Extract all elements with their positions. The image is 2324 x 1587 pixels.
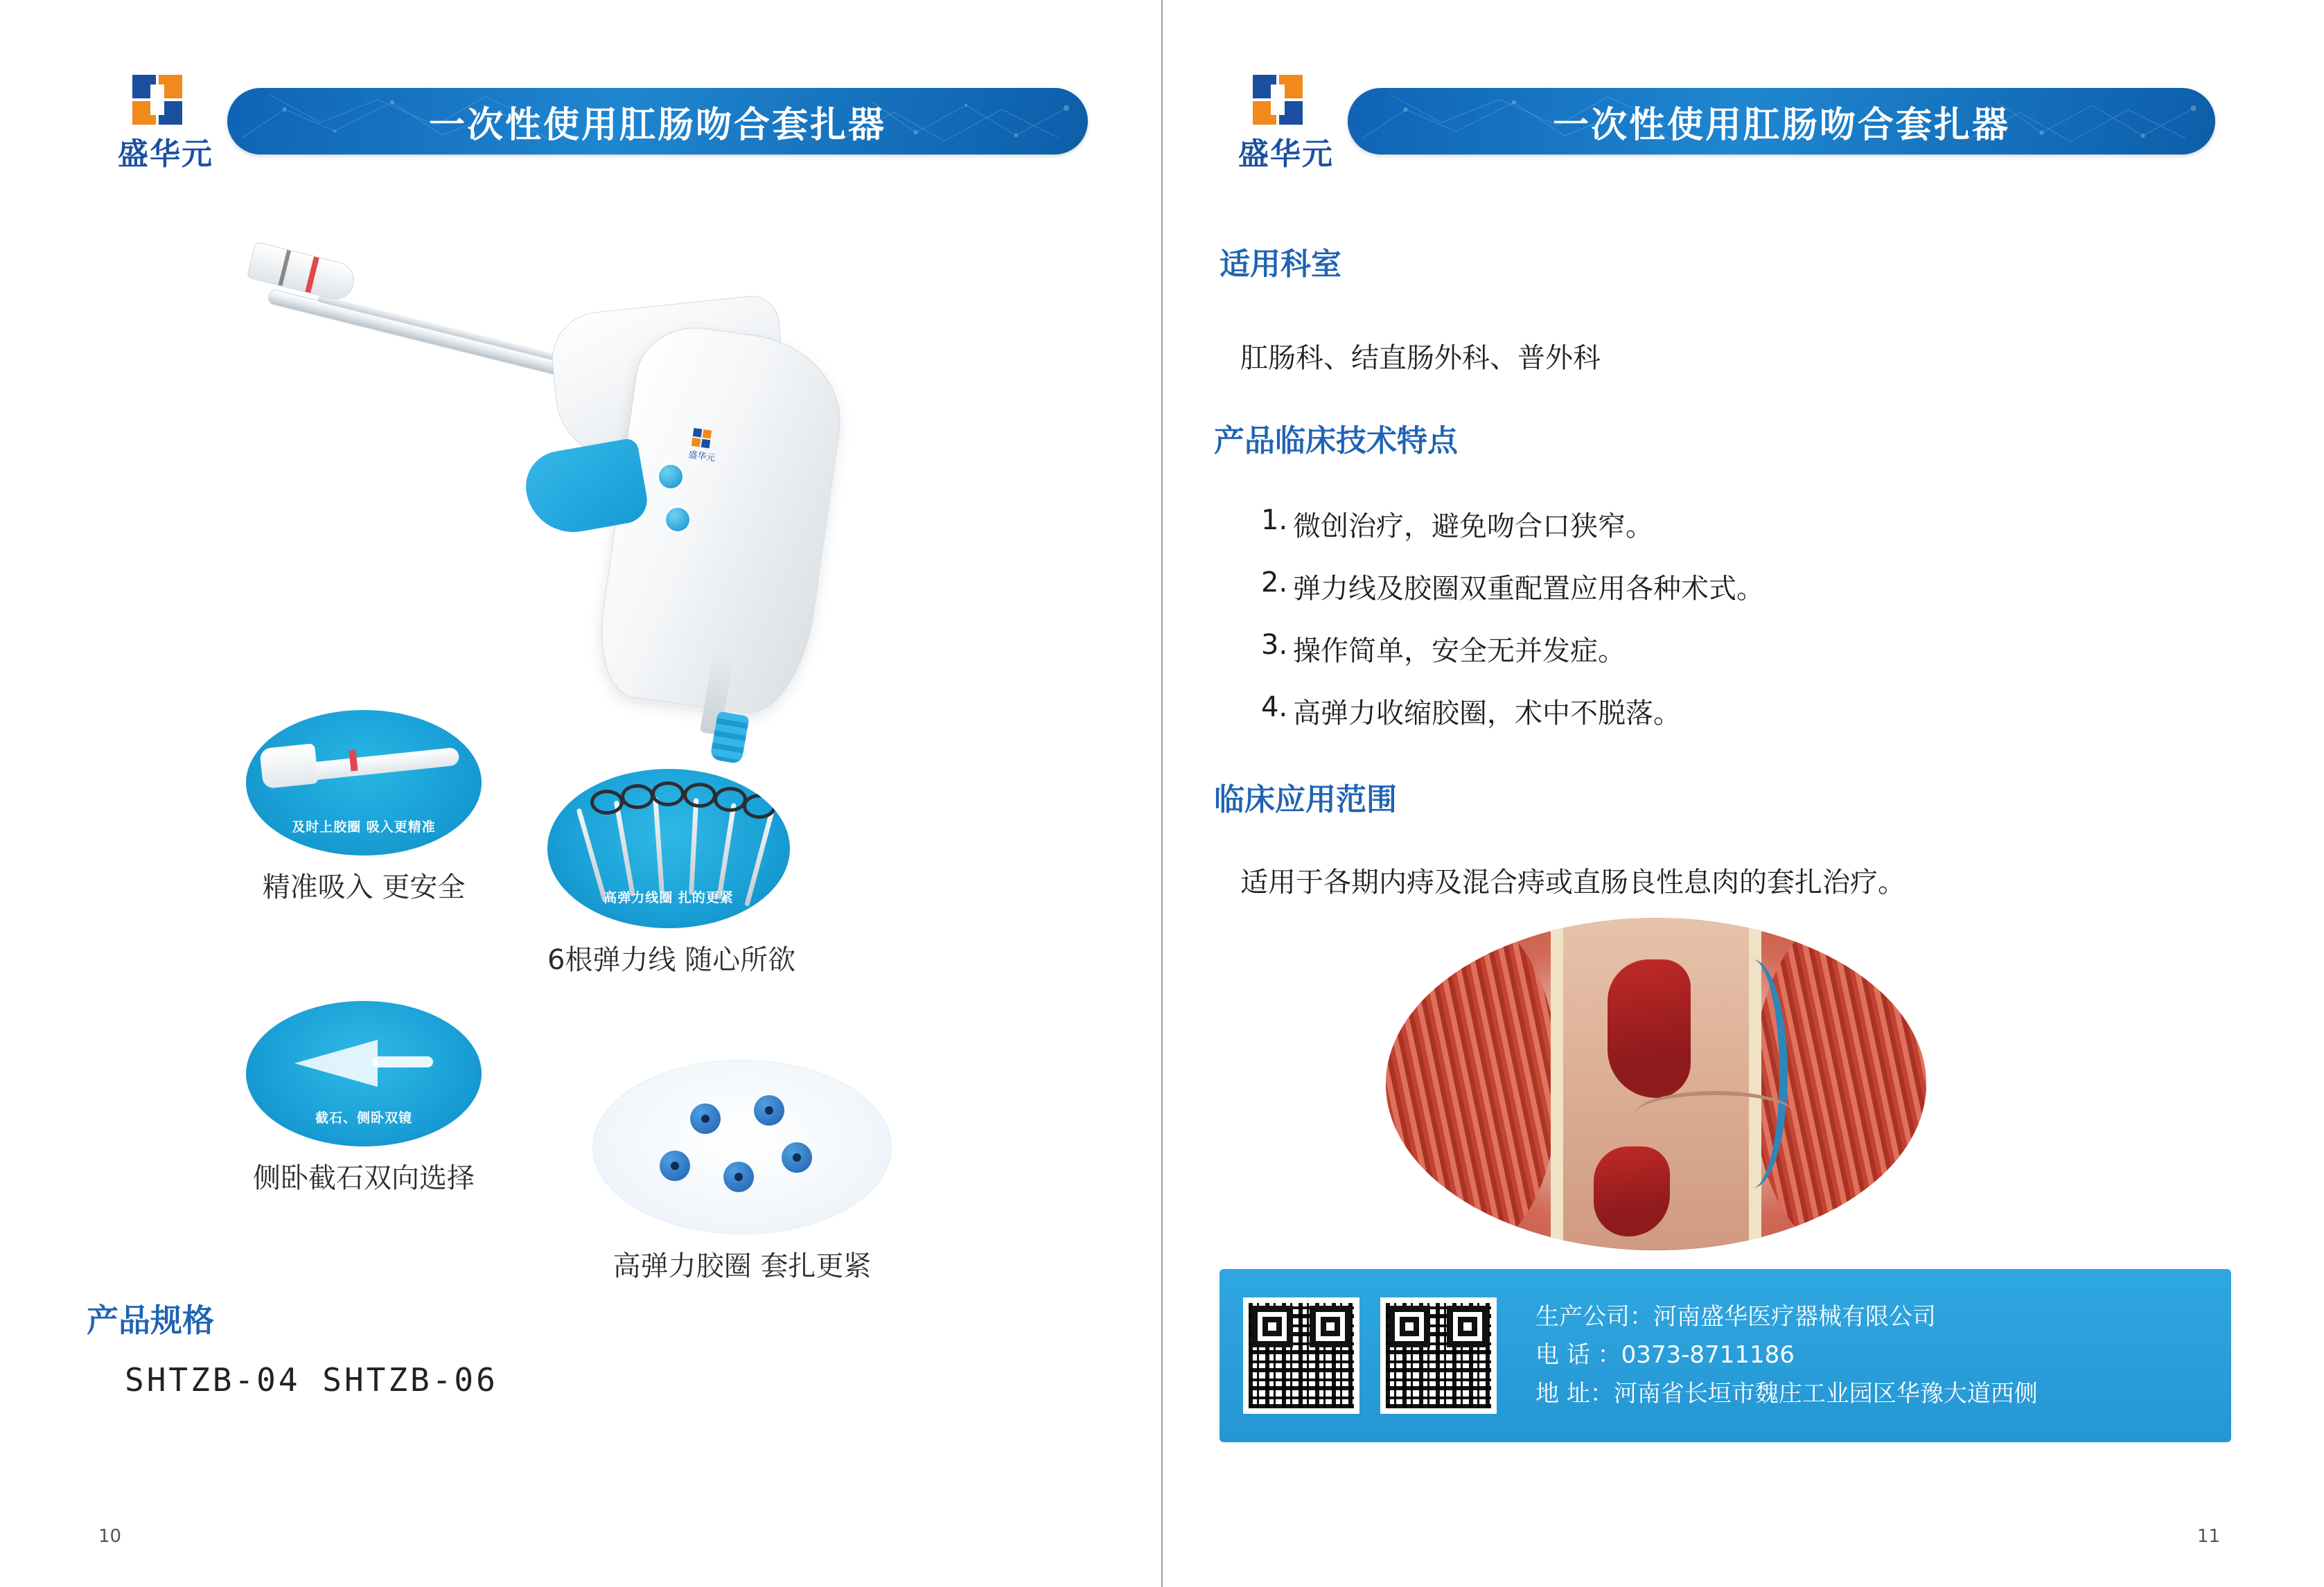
contact-phone-label: 电 话 ： — [1535, 1341, 1621, 1369]
device-button-lower-icon — [664, 506, 692, 533]
list-item — [1261, 691, 2266, 731]
list-item-text: 高弹力收缩胶圈，术中不脱落。 — [1293, 698, 1681, 729]
brand-logo — [104, 69, 227, 173]
list-item — [1261, 567, 2266, 606]
list-item-number: 1. — [1261, 504, 1288, 536]
feature-image-elastic-wires — [547, 769, 790, 928]
list-item — [1261, 504, 2266, 544]
list-item-number: 3. — [1261, 629, 1288, 661]
qr-code-left[interactable] — [1243, 1297, 1359, 1414]
feature-label: 精准吸入 更安全 — [262, 871, 466, 903]
feature-badge: 及时上胶圈 吸入更精准 — [292, 819, 436, 835]
device-button-upper-icon — [657, 463, 685, 490]
contact-address-value: 河南省长垣市魏庄工业园区华豫大道西侧 — [1613, 1379, 2038, 1408]
right-page-title: 一次性使用肛肠吻合套扎器 — [1552, 104, 2010, 146]
page-number-left: 10 — [98, 1526, 122, 1547]
brand-name: 盛华元 — [118, 136, 213, 172]
left-title-banner — [227, 88, 1088, 154]
contact-panel — [1220, 1269, 2231, 1442]
product-image — [229, 229, 963, 748]
scope-text: 适用于各期内痔及混合痔或直肠良性息肉的套扎治疗。 — [1240, 867, 1905, 898]
spec-heading: 产品规格 — [87, 1302, 214, 1339]
right-page-header — [1224, 66, 2215, 177]
feature-item — [246, 710, 482, 905]
left-page-header — [104, 66, 1088, 177]
section-heading-features: 产品临床技术特点 — [1214, 423, 1458, 459]
feature-label: 侧卧截石双向选择 — [253, 1162, 475, 1194]
contact-company-label: 生产公司： — [1535, 1303, 1653, 1331]
contact-address-label: 地 址： — [1535, 1379, 1614, 1408]
list-item — [1261, 629, 2266, 668]
list-item-number: 4. — [1261, 691, 1288, 723]
left-page-title: 一次性使用肛肠吻合套扎器 — [428, 104, 886, 146]
contact-company-value: 河南盛华医疗器械有限公司 — [1653, 1303, 1936, 1331]
clinical-features-list — [1233, 504, 2266, 754]
feature-label: 6根弹力线 随心所欲 — [547, 944, 796, 976]
feature-item — [547, 769, 795, 977]
departments-text: 肛肠科、结直肠外科、普外科 — [1240, 342, 1601, 374]
contact-phone-value: 0373-8711186 — [1621, 1341, 1795, 1369]
feature-item — [246, 1001, 482, 1196]
list-item-number: 2. — [1261, 567, 1288, 599]
feature-item — [592, 1060, 892, 1284]
device-brand-name: 盛华元 — [687, 450, 716, 464]
feature-image-elastic-rings — [592, 1060, 892, 1234]
feature-label: 高弹力胶圈 套扎更紧 — [613, 1250, 872, 1282]
contact-company — [1535, 1298, 2038, 1336]
qr-code-right[interactable] — [1380, 1297, 1497, 1414]
brand-name: 盛华元 — [1238, 136, 1334, 172]
list-item-text: 操作简单，安全无并发症。 — [1293, 635, 1626, 667]
feature-badge: 截石、侧卧双镜 — [315, 1110, 412, 1126]
feature-image-precise-suction — [246, 710, 482, 855]
contact-address — [1535, 1375, 2038, 1413]
section-heading-scope: 临床应用范围 — [1214, 782, 1397, 817]
right-title-banner — [1348, 88, 2215, 154]
page-number-right: 11 — [2197, 1526, 2220, 1547]
brand-logo — [1224, 69, 1348, 173]
list-item-text: 弹力线及胶圈双重配置应用各种术式。 — [1293, 573, 1764, 605]
four-square-logo-icon — [1253, 75, 1319, 125]
feature-image-dual-position — [246, 1001, 482, 1146]
section-heading-departments: 适用科室 — [1220, 247, 1341, 282]
list-item-text: 微创治疗，避免吻合口狭窄。 — [1293, 511, 1653, 542]
four-square-logo-icon — [132, 75, 199, 125]
anatomy-illustration — [1386, 918, 1926, 1250]
spec-value: SHTZB-04 SHTZB-06 — [125, 1361, 498, 1399]
feature-badge: 高弹力线圈 扎的更紧 — [604, 889, 734, 905]
contact-info — [1535, 1298, 2038, 1412]
contact-phone — [1535, 1336, 2038, 1374]
